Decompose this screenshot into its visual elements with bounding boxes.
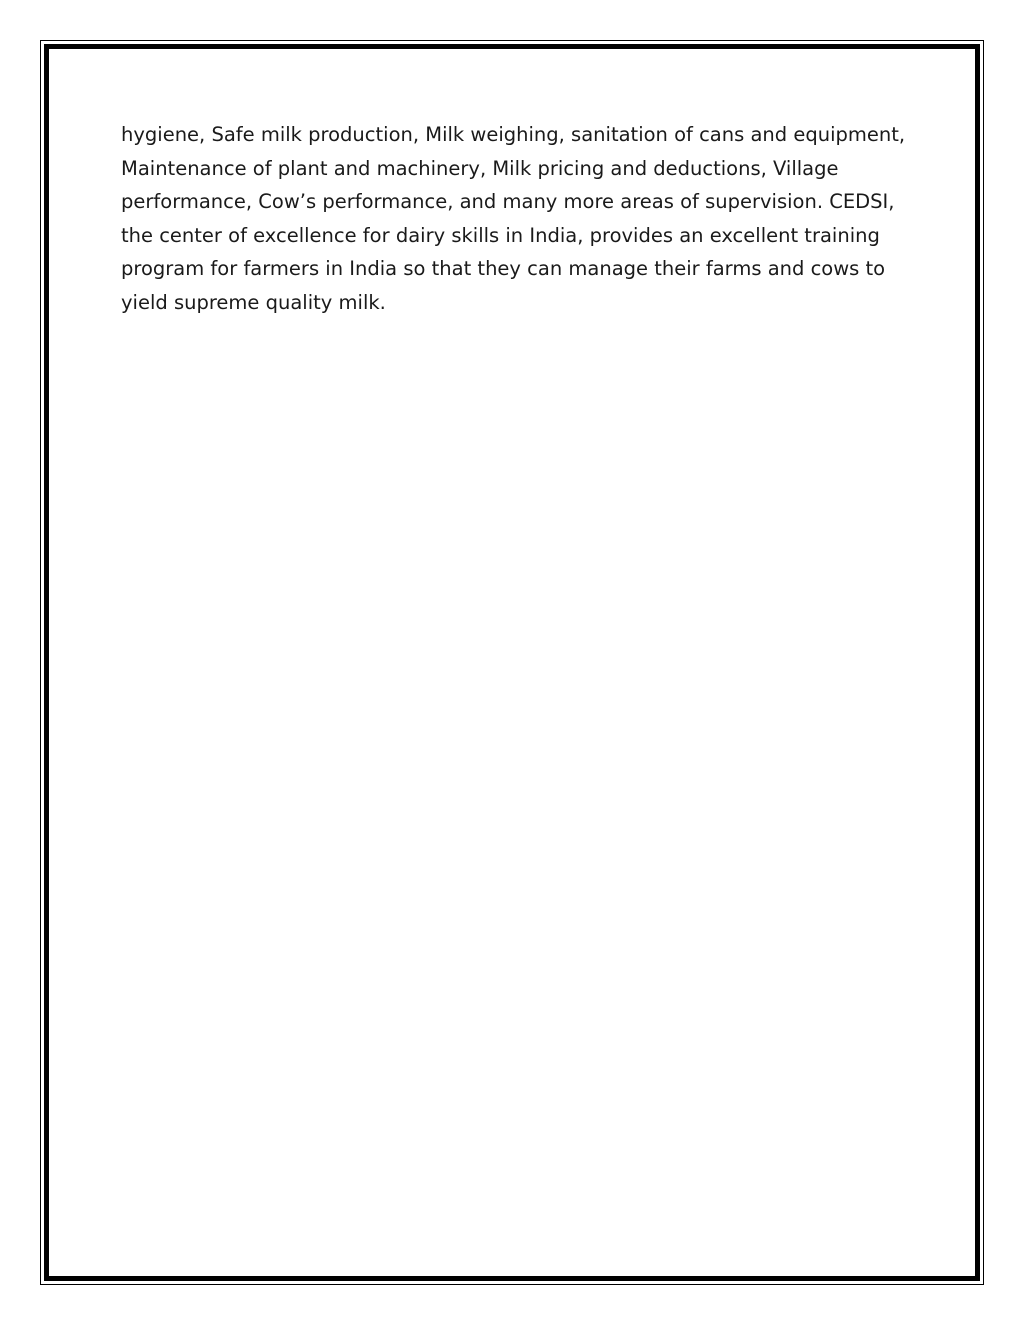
page-content bbox=[121, 118, 911, 319]
body-paragraph: hygiene, Safe milk production, Milk weighing, sanitation of cans and equipment, Maintenance of plant and machinery, Milk pricing and deductions, Village performance, Cow’s performance, and many more areas of supervision. CEDSI, the center of excellence for dairy skills in India, provides an excellent training program for farmers in India so that they can manage their farms and cows to yield supreme quality milk. bbox=[121, 123, 906, 314]
